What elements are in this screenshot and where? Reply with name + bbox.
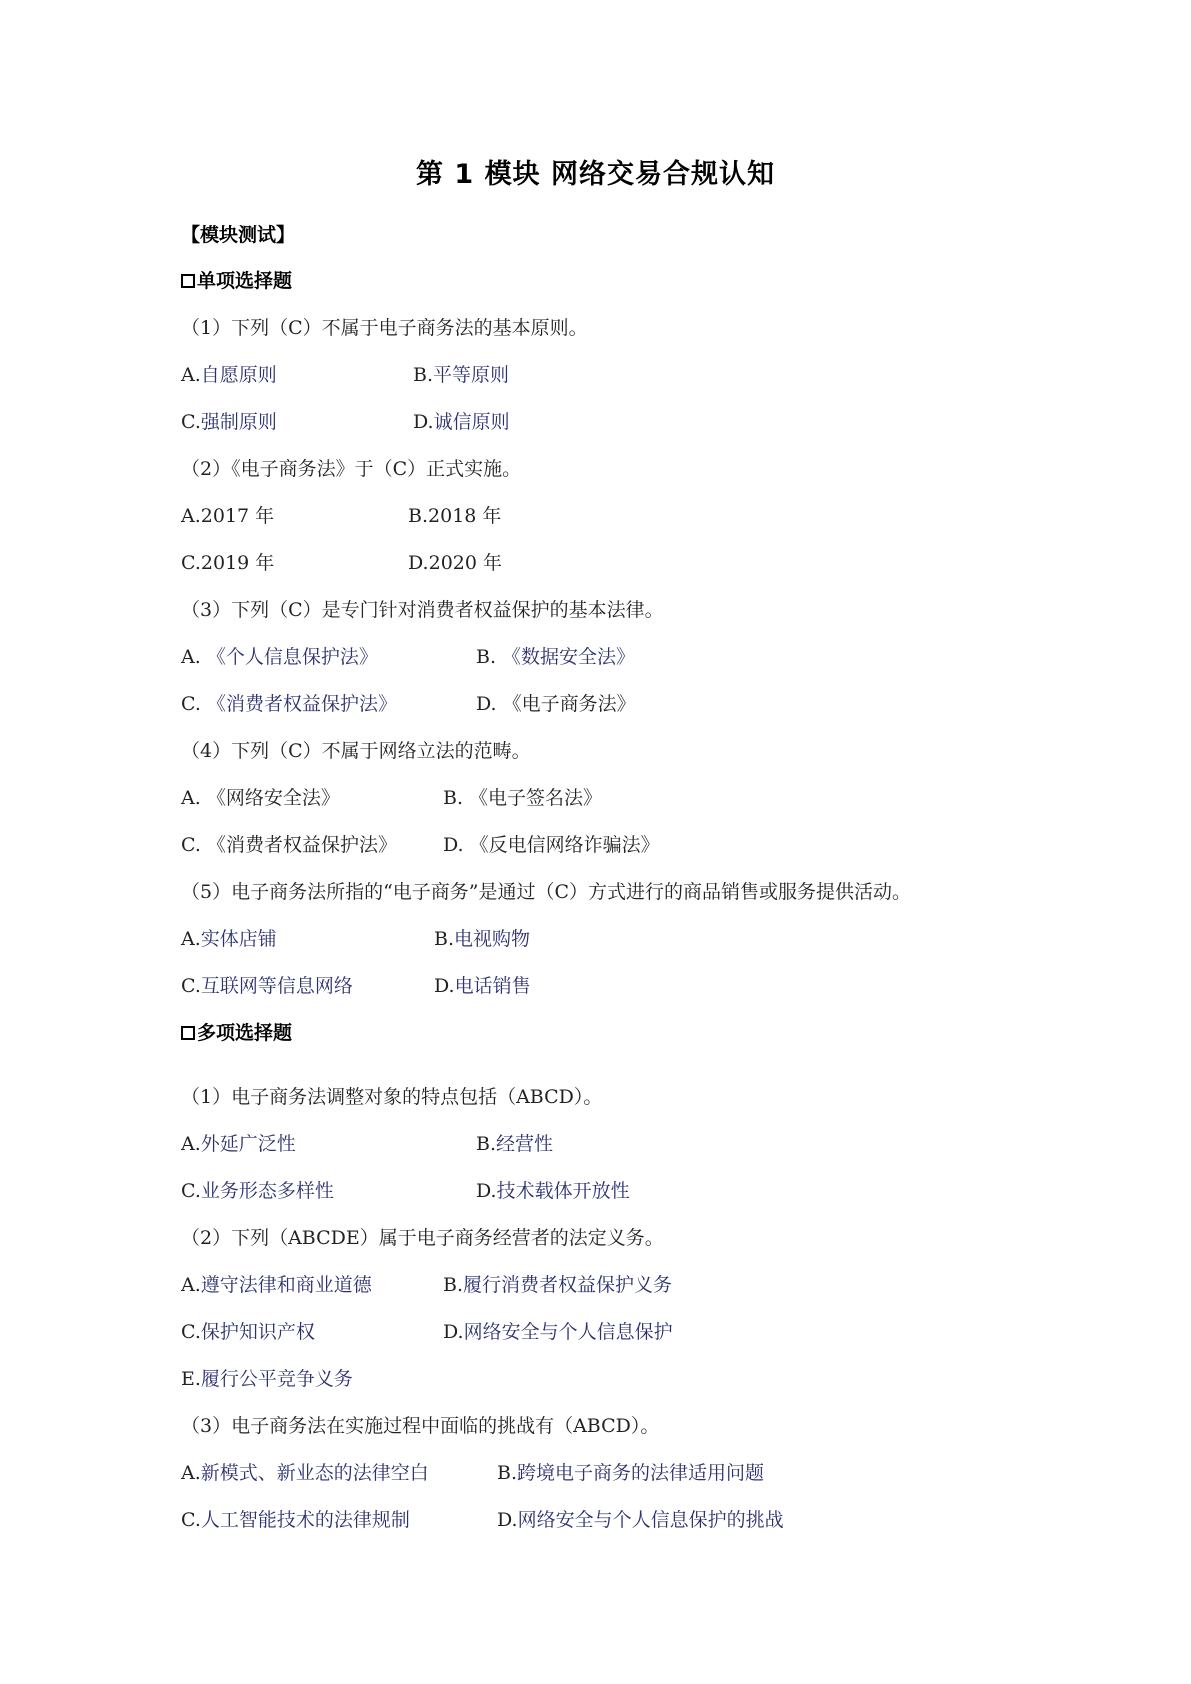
option-label: B.: [443, 787, 470, 809]
option-a: [181, 1458, 429, 1485]
option-c: [181, 1317, 315, 1344]
option-label: C.: [181, 411, 201, 433]
option-label: D.: [443, 1321, 464, 1343]
question-stem: （3）电子商务法在实施过程中面临的挑战有（ABCD）。: [181, 1415, 660, 1437]
checkbox-square-icon: [181, 1026, 195, 1040]
single-choice-heading-label: 单项选择题: [197, 270, 293, 292]
module-test-heading: 【模块测试】: [181, 224, 296, 246]
option-text: 2018 年: [428, 505, 502, 527]
option-text: 实体店铺: [200, 928, 277, 950]
option-text: 跨境电子商务的法律适用问题: [517, 1462, 765, 1484]
option-label: D.: [434, 975, 455, 997]
option-a: [181, 642, 378, 669]
option-label: A.: [181, 787, 207, 809]
option-text: 2019 年: [200, 552, 275, 574]
option-label: C.: [181, 1180, 201, 1202]
option-label: C.: [181, 1321, 201, 1343]
question-stem: （1）电子商务法调整对象的特点包括（ABCD）。: [181, 1086, 603, 1108]
option-label: A.: [181, 1462, 201, 1484]
option-d: [443, 830, 660, 857]
option-text: 业务形态多样性: [200, 1180, 334, 1202]
option-label: D.: [443, 834, 470, 856]
option-d: [434, 971, 531, 998]
option-label: E.: [181, 1368, 201, 1390]
option-label: B.: [413, 364, 434, 386]
option-d: [476, 1176, 630, 1203]
option-b: [497, 1458, 764, 1485]
option-label: A.: [181, 646, 207, 668]
option-label: B.: [476, 1133, 497, 1155]
option-text: 2017 年: [200, 505, 275, 527]
option-c: [181, 1505, 410, 1532]
option-label: D.: [408, 552, 429, 574]
option-text: 互联网等信息网络: [200, 975, 353, 997]
option-label: B.: [434, 928, 455, 950]
option-text: 保护知识产权: [200, 1321, 315, 1343]
option-text: 履行消费者权益保护义务: [463, 1274, 673, 1296]
option-a: [181, 924, 277, 951]
option-a: [181, 501, 274, 528]
option-label: D.: [476, 693, 503, 715]
question-stem: （5）电子商务法所指的“电子商务”是通过（C）方式进行的商品销售或服务提供活动。: [181, 881, 912, 903]
option-label: C.: [181, 834, 207, 856]
option-label: C.: [181, 552, 201, 574]
option-text: 网络安全与个人信息保护: [463, 1321, 673, 1343]
option-label: A.: [181, 928, 201, 950]
option-text: 人工智能技术的法律规制: [200, 1509, 410, 1531]
page-title: 第 1 模块 网络交易合规认知: [416, 159, 775, 190]
option-text: 电视购物: [454, 928, 531, 950]
option-label: D.: [497, 1509, 518, 1531]
option-text: 经营性: [496, 1133, 554, 1155]
option-a: [181, 360, 277, 387]
option-c: [181, 548, 274, 575]
multiple-choice-heading: [181, 1018, 292, 1045]
option-text: 遵守法律和商业道德: [200, 1274, 372, 1296]
checkbox-square-icon: [181, 274, 195, 288]
question-stem: （2）下列（ABCDE）属于电子商务经营者的法定义务。: [181, 1227, 664, 1249]
option-text: 网络安全与个人信息保护的挑战: [517, 1509, 784, 1531]
option-b: [476, 642, 635, 669]
option-text: 强制原则: [200, 411, 277, 433]
multiple-choice-heading-label: 多项选择题: [197, 1022, 293, 1044]
option-label: C.: [181, 1509, 201, 1531]
option-label: A.: [181, 505, 201, 527]
option-b: [408, 501, 501, 528]
option-b: [443, 783, 602, 810]
option-text: 《消费者权益保护法》: [206, 693, 397, 715]
option-label: B.: [476, 646, 503, 668]
option-text: 《数据安全法》: [502, 646, 636, 668]
option-text: 2020 年: [428, 552, 503, 574]
option-d: [497, 1505, 784, 1532]
option-label: B.: [497, 1462, 518, 1484]
option-c: [181, 407, 277, 434]
option-text: 电话销售: [454, 975, 531, 997]
question-stem: （3）下列（C）是专门针对消费者权益保护的基本法律。: [181, 599, 664, 621]
option-c: [181, 971, 353, 998]
option-label: D.: [476, 1180, 497, 1202]
option-a: [181, 1270, 372, 1297]
option-b: [413, 360, 509, 387]
option-c: [181, 1176, 334, 1203]
option-label: A.: [181, 1133, 201, 1155]
option-text: 《电子商务法》: [502, 693, 636, 715]
single-choice-heading: [181, 266, 292, 293]
option-text: 技术载体开放性: [496, 1180, 630, 1202]
option-label: B.: [443, 1274, 464, 1296]
option-text: 履行公平竞争义务: [200, 1368, 353, 1390]
option-text: 诚信原则: [433, 411, 510, 433]
option-label: D.: [413, 411, 434, 433]
question-stem: （2）《电子商务法》于（C）正式实施。: [181, 458, 522, 480]
option-d: [443, 1317, 673, 1344]
option-text: 《电子签名法》: [469, 787, 603, 809]
option-e: [181, 1364, 353, 1391]
question-stem: （1）下列（C）不属于电子商务法的基本原则。: [181, 317, 588, 339]
option-d: [408, 548, 502, 575]
option-text: 自愿原则: [200, 364, 277, 386]
option-a: [181, 783, 340, 810]
option-text: 《个人信息保护法》: [206, 646, 378, 668]
option-c: [181, 830, 397, 857]
option-c: [181, 689, 397, 716]
option-label: C.: [181, 693, 207, 715]
option-b: [443, 1270, 672, 1297]
option-label: C.: [181, 975, 201, 997]
option-text: 《消费者权益保护法》: [206, 834, 397, 856]
option-label: A.: [181, 364, 201, 386]
option-text: 外延广泛性: [200, 1133, 296, 1155]
option-label: B.: [408, 505, 429, 527]
option-text: 平等原则: [433, 364, 510, 386]
option-b: [476, 1129, 553, 1156]
option-text: 《反电信网络诈骗法》: [469, 834, 660, 856]
option-text: 新模式、新业态的法律空白: [200, 1462, 429, 1484]
option-a: [181, 1129, 296, 1156]
option-d: [476, 689, 636, 716]
option-text: 《网络安全法》: [206, 787, 340, 809]
option-d: [413, 407, 510, 434]
option-b: [434, 924, 530, 951]
option-label: A.: [181, 1274, 201, 1296]
question-stem: （4）下列（C）不属于网络立法的范畴。: [181, 740, 531, 762]
